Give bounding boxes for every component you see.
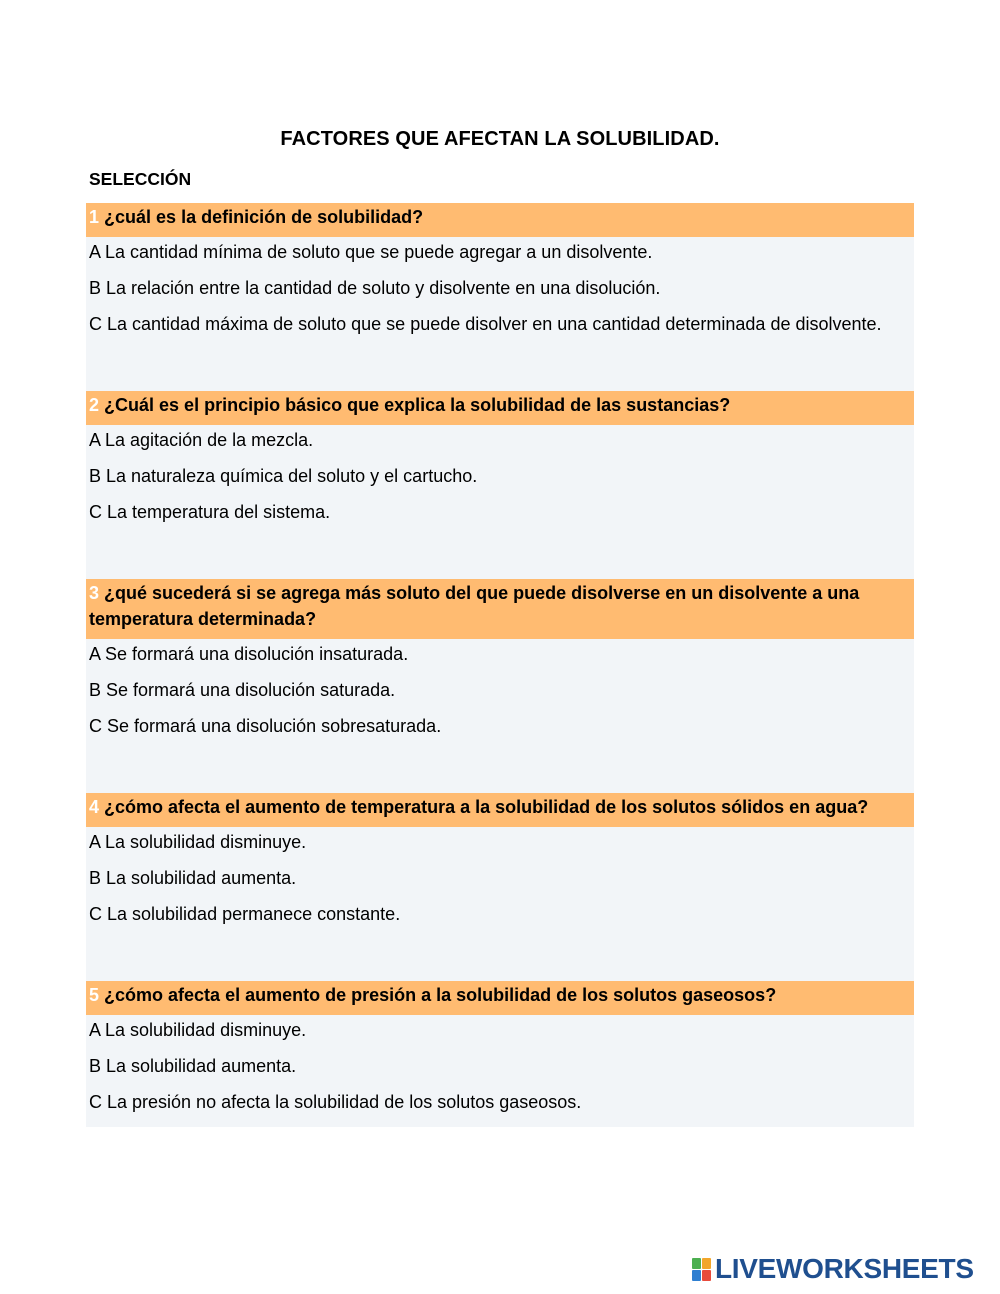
option-b[interactable]: B La relación entre la cantidad de soluto y disolvente en una disolución. <box>89 278 661 298</box>
question-block-1 <box>86 203 914 391</box>
logo-mark-tile <box>692 1270 701 1281</box>
section-label: SELECCIÓN <box>89 169 192 189</box>
logo-mark-tile <box>702 1258 711 1269</box>
logo-text: LIVEWORKSHEETS <box>715 1253 974 1284</box>
option-b[interactable]: B Se formará una disolución saturada. <box>89 680 396 700</box>
options-list-2 <box>86 425 914 525</box>
option-c[interactable]: C Se formará una disolución sobresaturada. <box>89 716 442 736</box>
question-number: 2 <box>89 395 100 415</box>
question-header-5 <box>86 981 914 1015</box>
question-text: ¿Cuál es el principio básico que explica la solubilidad de las sustancias? <box>104 395 731 415</box>
question-block-3 <box>86 579 914 793</box>
question-header-1 <box>86 203 914 237</box>
question-header-2 <box>86 391 914 425</box>
option-a[interactable]: A La agitación de la mezcla. <box>89 430 314 450</box>
logo-mark-icon <box>692 1258 711 1281</box>
question-header-4 <box>86 793 914 827</box>
option-c[interactable]: C La cantidad máxima de soluto que se puede disolver en una cantidad determinada de disolvente. <box>89 314 882 334</box>
question-text: ¿cómo afecta el aumento de presión a la solubilidad de los solutos gaseosos? <box>104 985 777 1005</box>
question-number: 3 <box>89 583 100 603</box>
option-c[interactable]: C La presión no afecta la solubilidad de los solutos gaseosos. <box>89 1092 582 1112</box>
logo-mark-tile <box>702 1270 711 1281</box>
question-number: 5 <box>89 985 100 1005</box>
options-list-3 <box>86 639 914 739</box>
liveworksheets-logo <box>692 1254 974 1284</box>
option-a[interactable]: A La solubilidad disminuye. <box>89 832 307 852</box>
logo-mark-tile <box>692 1258 701 1269</box>
option-b[interactable]: B La solubilidad aumenta. <box>89 1056 297 1076</box>
question-block-2 <box>86 391 914 579</box>
question-text: ¿cómo afecta el aumento de temperatura a la solubilidad de los solutos sólidos en agua? <box>104 797 869 817</box>
question-text: ¿cuál es la definición de solubilidad? <box>104 207 424 227</box>
option-a[interactable]: A Se formará una disolución insaturada. <box>89 644 409 664</box>
question-number: 1 <box>89 207 100 227</box>
document-title: FACTORES QUE AFECTAN LA SOLUBILIDAD. <box>280 128 720 150</box>
question-block-5 <box>86 981 914 1127</box>
option-b[interactable]: B La naturaleza química del soluto y el cartucho. <box>89 466 478 486</box>
option-a[interactable]: A La cantidad mínima de soluto que se puede agregar a un disolvente. <box>89 242 653 262</box>
option-c[interactable]: C La solubilidad permanece constante. <box>89 904 401 924</box>
option-a[interactable]: A La solubilidad disminuye. <box>89 1020 307 1040</box>
quiz-container <box>86 203 914 1127</box>
question-block-4 <box>86 793 914 981</box>
option-b[interactable]: B La solubilidad aumenta. <box>89 868 297 888</box>
options-list-4 <box>86 827 914 927</box>
question-text: ¿qué sucederá si se agrega más soluto del que puede disolverse en un disolvente a una temperatura determinada? <box>89 583 860 629</box>
option-c[interactable]: C La temperatura del sistema. <box>89 502 331 522</box>
question-header-3 <box>86 579 914 639</box>
options-list-5 <box>86 1015 914 1115</box>
question-number: 4 <box>89 797 100 817</box>
options-list-1 <box>86 237 914 337</box>
